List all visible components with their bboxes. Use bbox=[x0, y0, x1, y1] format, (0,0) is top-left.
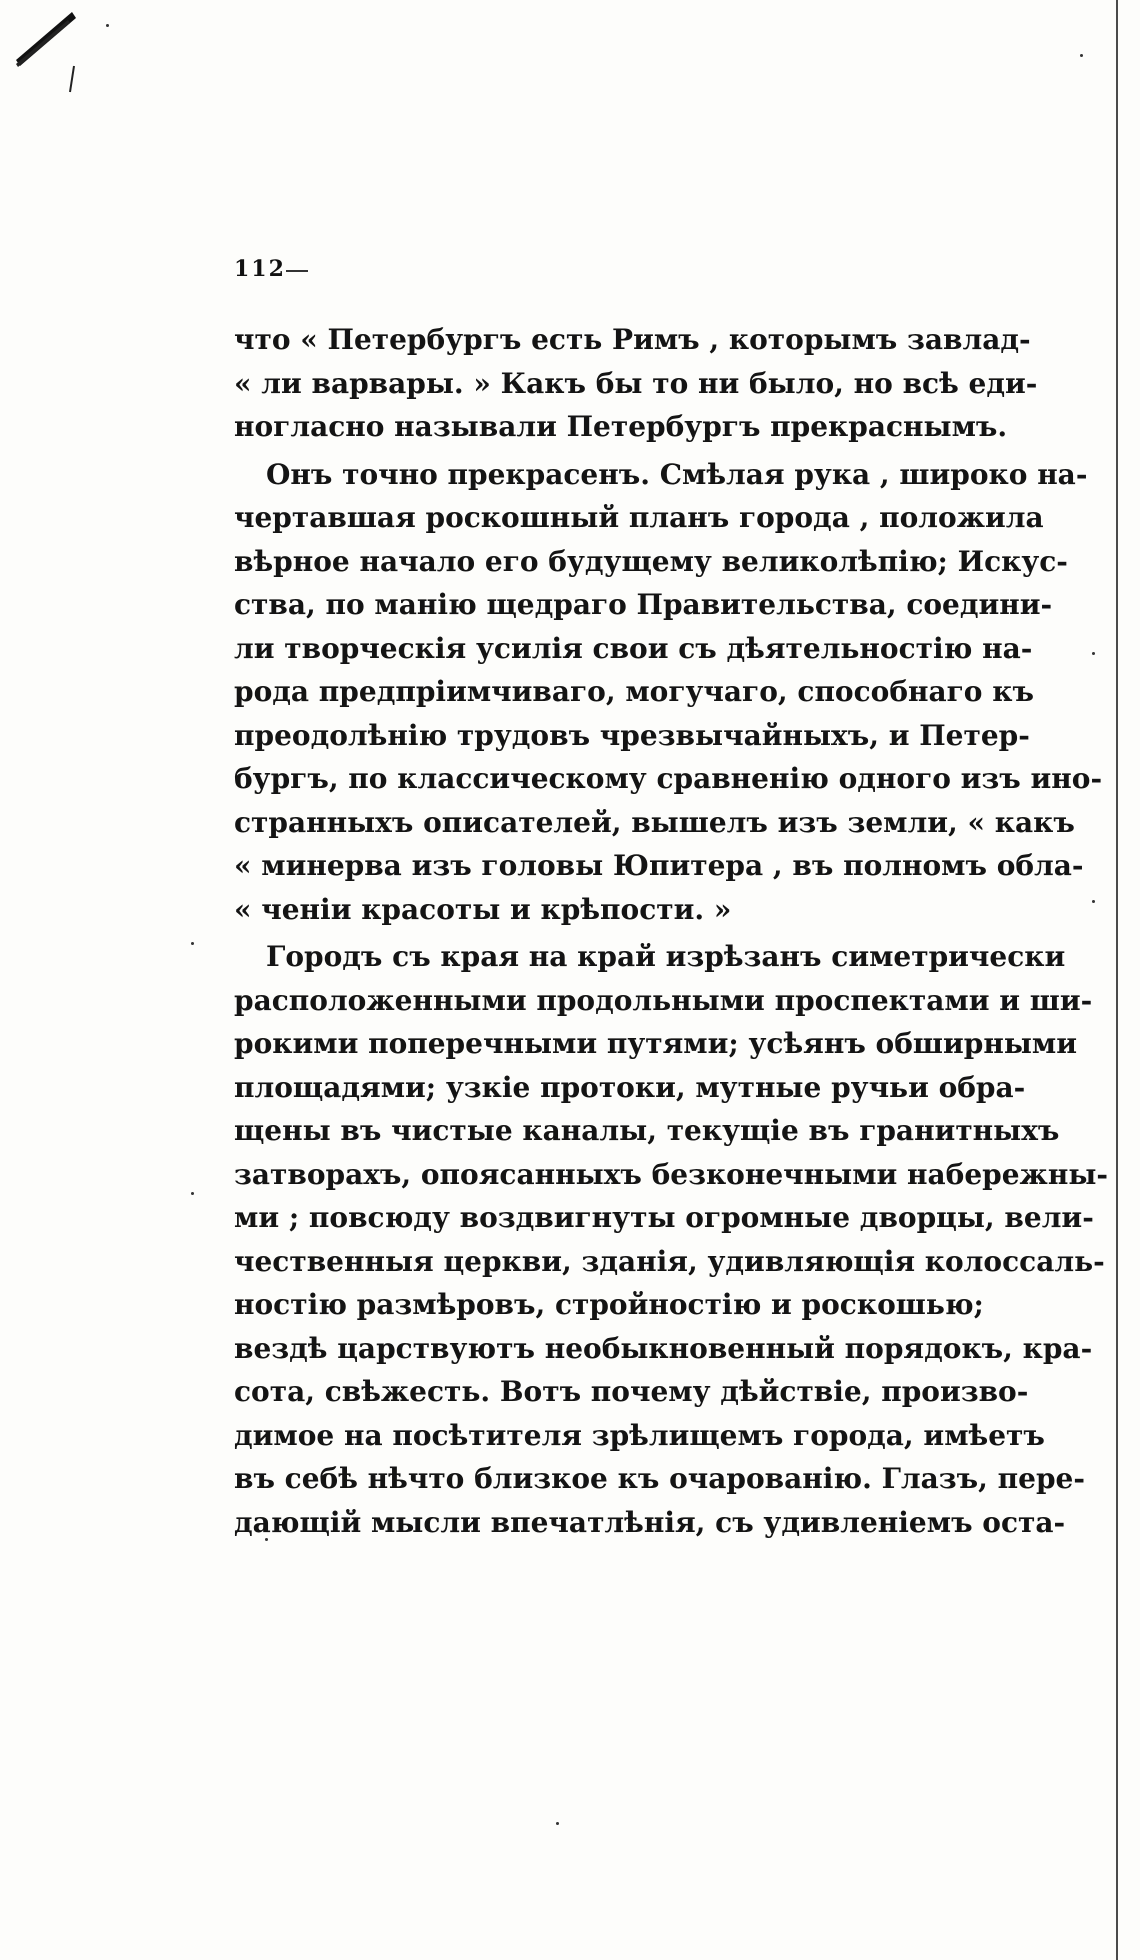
paragraph bbox=[234, 935, 1109, 1544]
text-line: затворахъ, опоясанныхъ безконечными набережны- bbox=[234, 1157, 1109, 1191]
text-line: бургъ, по классическому сравненію одного изъ ино- bbox=[234, 762, 1103, 795]
paragraph bbox=[234, 453, 1103, 932]
text-line: странныхъ описателей, вышелъ изъ земли, « какъ bbox=[234, 805, 1075, 839]
paragraph bbox=[234, 318, 1038, 449]
text-line: рокими поперечными путями; усѣянъ обширными bbox=[234, 1027, 1077, 1060]
text-line: чественныя церкви, зданія, удивляющія колоссаль- bbox=[234, 1244, 1105, 1278]
text-line: дающій мысли впечатлѣнія, съ удивленіемъ оста- bbox=[234, 1505, 1066, 1539]
text-line: вѣрное начало его будущему великолѣпію; Искус- bbox=[234, 544, 1068, 578]
text-line: сота, свѣжесть. Вотъ почему дѣйствіе, произво- bbox=[234, 1375, 1029, 1408]
text-line: « ченіи красоты и крѣпости. » bbox=[234, 892, 732, 926]
header-dash bbox=[286, 270, 308, 272]
text-line: что « Петербургъ есть Римъ , которымъ завлад- bbox=[234, 323, 1031, 356]
text-line: расположенными продольными проспектами и ши- bbox=[234, 983, 1093, 1017]
text-line: ностію размѣровъ, стройностію и роскошью; bbox=[234, 1288, 984, 1321]
text-line: преодолѣнію трудовъ чрезвычайныхъ, и Петер- bbox=[234, 718, 1030, 752]
body-text bbox=[234, 318, 1109, 1544]
text-line: ли творческія усилія свои съ дѣятельностію на- bbox=[234, 631, 1033, 665]
scan-speck bbox=[191, 1192, 194, 1195]
text-line: вездѣ царствуютъ необыкновенный порядокъ, кра- bbox=[234, 1331, 1093, 1365]
text-line: ногласно называли Петербургъ прекраснымъ. bbox=[234, 410, 1008, 443]
text-line: щены въ чистые каналы, текущіе въ гранитныхъ bbox=[234, 1114, 1060, 1147]
text-line: димое на посѣтителя зрѣлищемъ города, имѣетъ bbox=[234, 1418, 1045, 1452]
scan-speck bbox=[1080, 54, 1083, 57]
scan-speck bbox=[1092, 900, 1095, 903]
scan-speck bbox=[191, 942, 194, 945]
text-line: « ли варвары. » Какъ бы то ни было, но всѣ еди- bbox=[234, 366, 1038, 400]
text-line: « минерва изъ головы Юпитера , въ полномъ обла- bbox=[234, 849, 1084, 882]
text-line: ства, по манію щедраго Правительства, соедини- bbox=[234, 588, 1053, 621]
text-line: чертавшая роскошный планъ города , положила bbox=[234, 501, 1044, 534]
scan-speck bbox=[1092, 652, 1095, 655]
text-line: въ себѣ нѣчто близкое къ очарованію. Глазъ, пере- bbox=[234, 1462, 1085, 1495]
text-line: рода предпріимчиваго, могучаго, способнаго къ bbox=[234, 675, 1034, 708]
text-line: Городъ съ края на край изрѣзанъ симетрически bbox=[266, 940, 1066, 973]
page-number: 112 bbox=[234, 256, 286, 282]
text-line: ми ; повсюду воздвигнуты огромные дворцы, вели- bbox=[234, 1201, 1094, 1234]
scan-corner-mark bbox=[14, 8, 94, 98]
scan-speck bbox=[556, 1822, 559, 1825]
text-line: Онъ точно прекрасенъ. Смѣлая рука , широко на- bbox=[266, 457, 1088, 491]
page-edge-line bbox=[1116, 0, 1118, 1960]
scan-speck bbox=[106, 24, 109, 27]
text-line: площадями; узкіе протоки, мутные ручьи обра- bbox=[234, 1070, 1026, 1104]
